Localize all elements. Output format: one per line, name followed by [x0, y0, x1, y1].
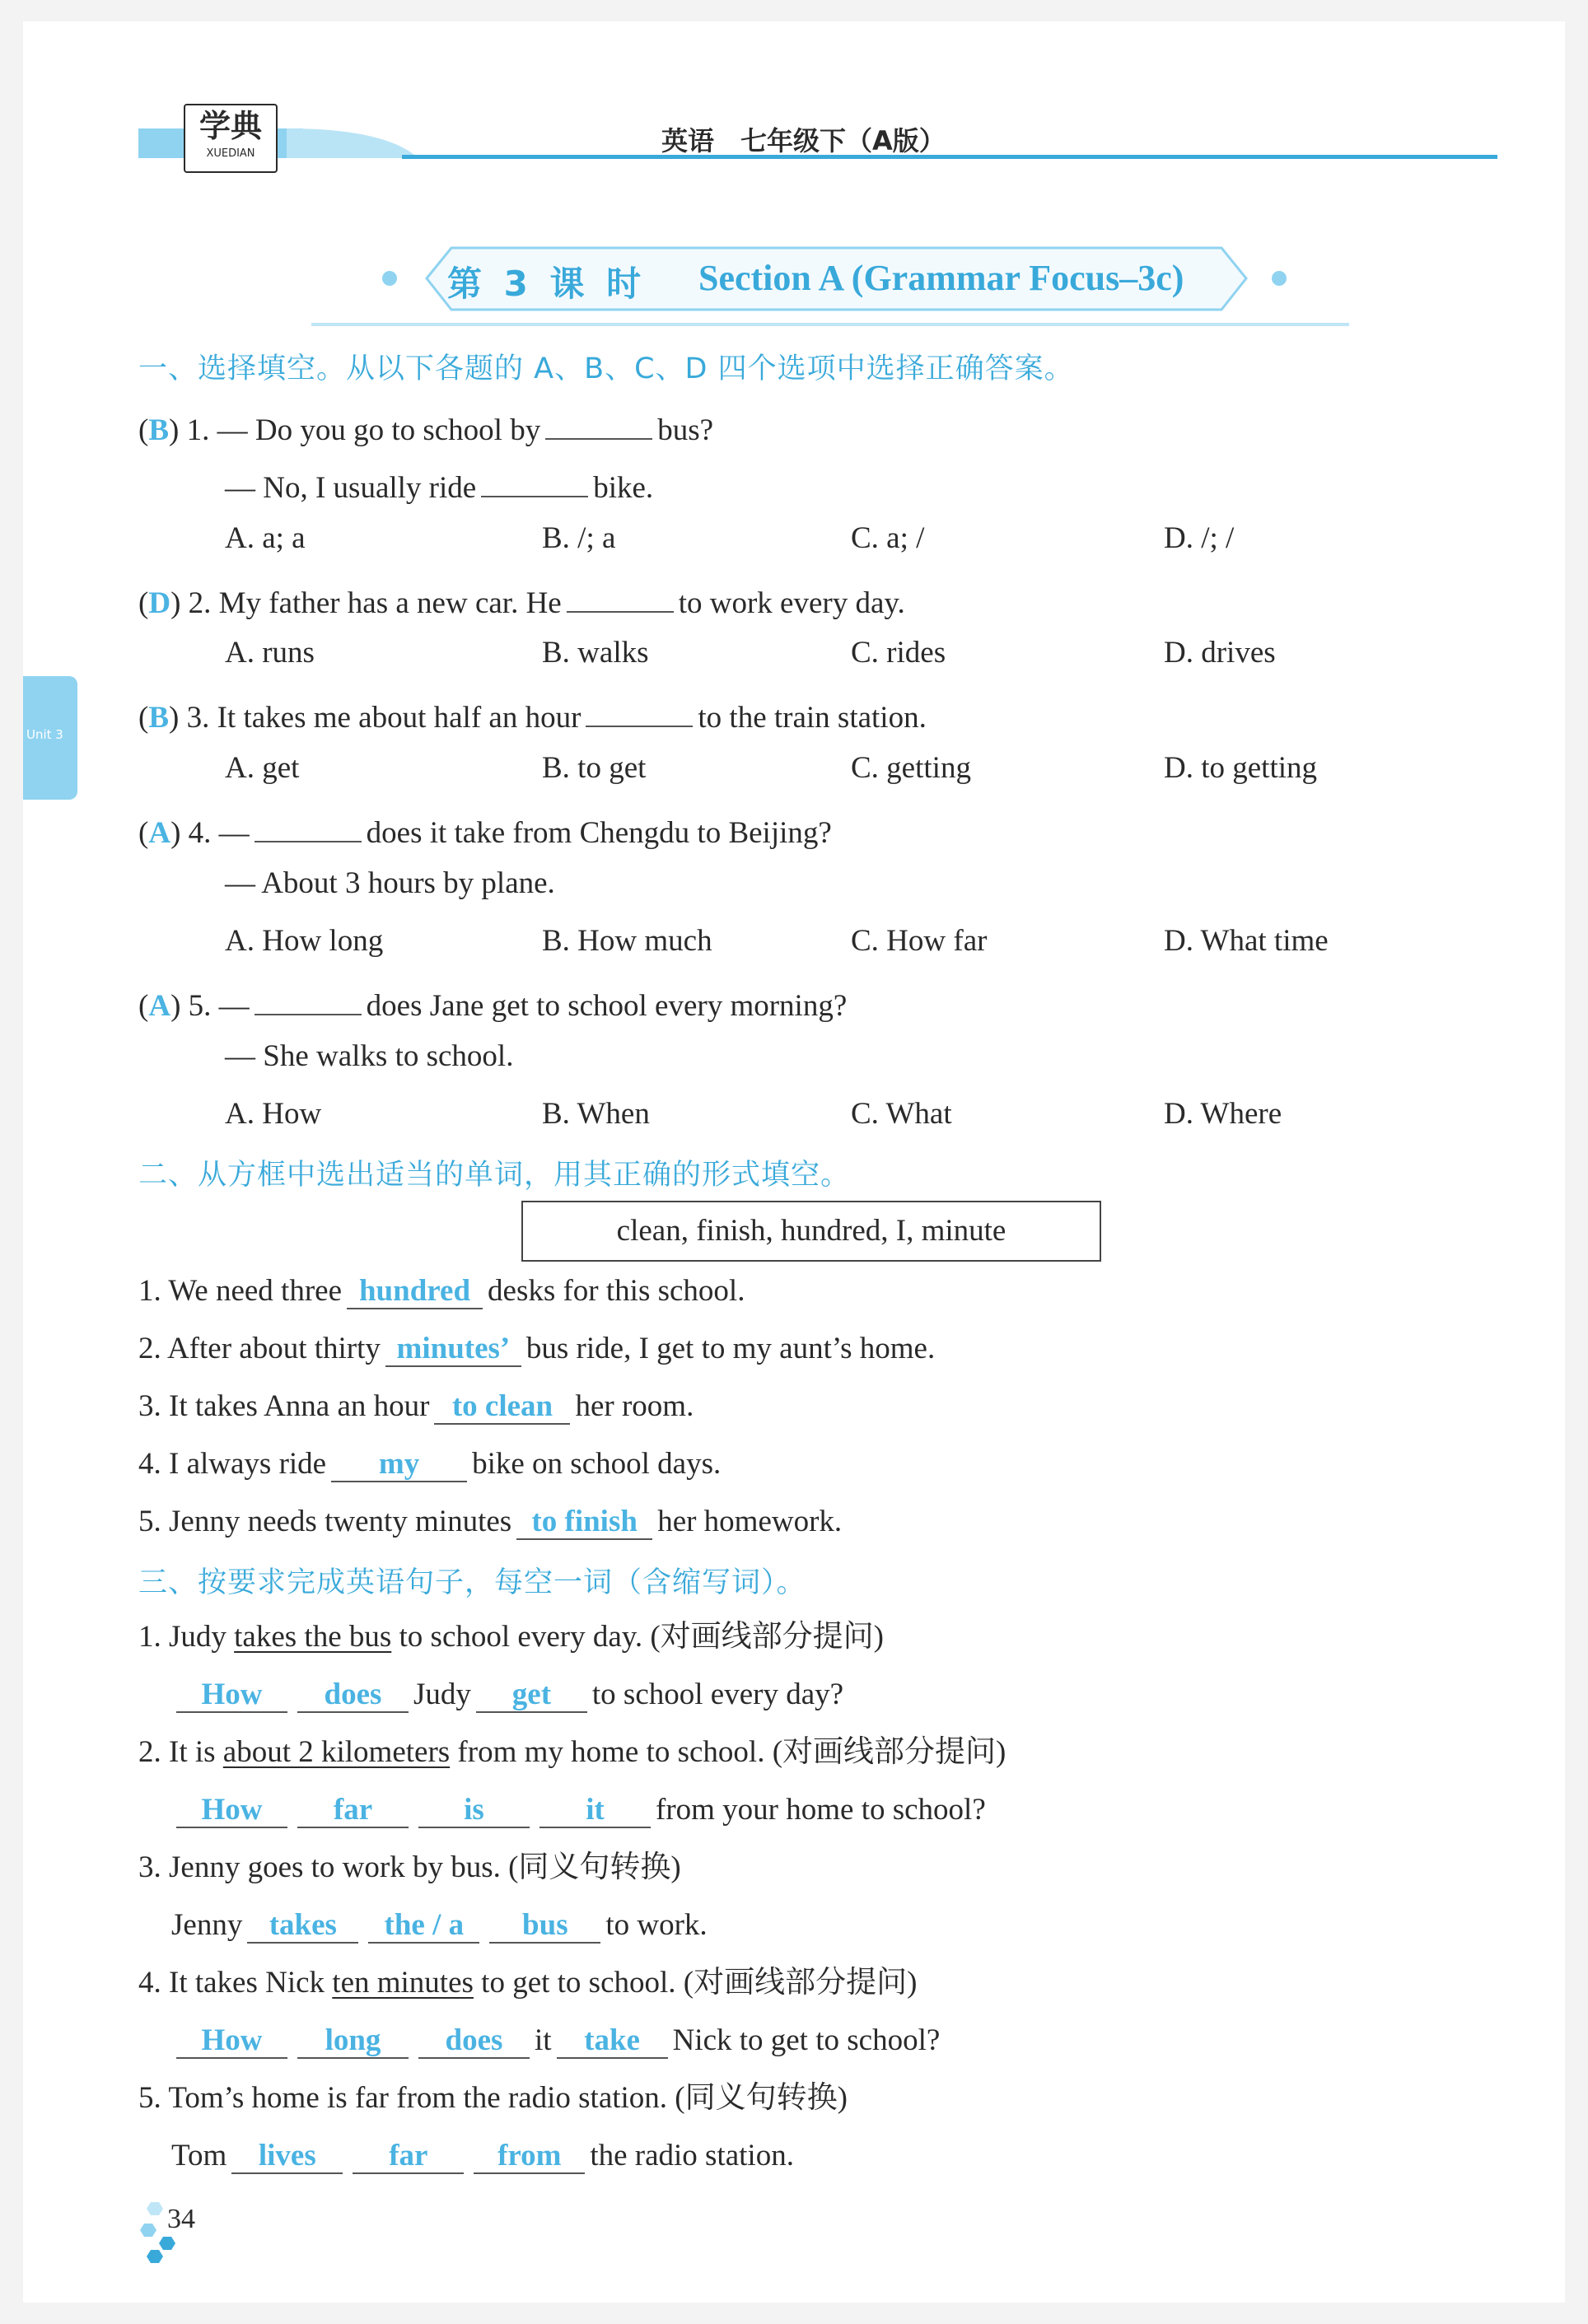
p3-q2-answer-2[interactable]: far	[297, 1794, 409, 1828]
q4-option-c: C. How far	[851, 924, 988, 958]
q1-reply-b: bike.	[593, 471, 654, 505]
q1-option-c: C. a; /	[851, 521, 925, 555]
q1-option-b: B. /; a	[542, 521, 616, 555]
q2-number: 2.	[188, 586, 212, 620]
p3-q2-end: from your home to school?	[656, 1793, 986, 1827]
p2-item-2-text-b: bus ride, I get to my aunt’s home.	[525, 1332, 936, 1365]
q1-blank2[interactable]	[481, 463, 588, 497]
p3-q4-prompt	[138, 1965, 917, 2001]
p3-q2-answer-3[interactable]: is	[418, 1794, 530, 1828]
p3-q1-answer-line	[171, 1677, 843, 1713]
q4-line1: (A) 4. — does it take from Chengdu to Beijing?	[138, 808, 832, 852]
p3-q2-text-a: 2. It is	[138, 1735, 223, 1769]
unit-side-label: Unit 3	[26, 727, 63, 742]
p2-item-3-text-a: 3. It takes Anna an hour	[138, 1389, 430, 1423]
q5-option-d: D. Where	[1164, 1097, 1282, 1131]
p3-q4-answer-1[interactable]: How	[176, 2024, 287, 2059]
p3-q4-underlined: ten minutes	[332, 1966, 474, 2000]
p3-q1-text-b: to school every day. (对画线部分提问)	[391, 1620, 884, 1654]
word-box-text: clean, finish, hundred, I, minute	[616, 1214, 1007, 1248]
p2-item-4-text-b: bike on school days.	[472, 1447, 722, 1481]
part1-heading: 一、选择填空。从以下各题的 A、B、C、D 四个选项中选择正确答案。	[138, 352, 1074, 385]
p2-item-1-text-a: 1. We need three	[138, 1274, 343, 1308]
p3-q2-text-b: from my home to school. (对画线部分提问)	[450, 1735, 1007, 1769]
logo-cn: 学典	[198, 107, 262, 144]
p2-item-4-answer[interactable]: my	[331, 1448, 467, 1482]
lesson-banner	[295, 227, 1366, 330]
p2-item-5	[138, 1504, 842, 1540]
q2-answer: D	[148, 586, 171, 620]
part2-heading: 二、从方框中选出适当的单词，用其正确的形式填空。	[138, 1159, 851, 1192]
p3-q3-answer-3[interactable]: bus	[489, 1909, 600, 1944]
p2-item-3	[138, 1388, 694, 1425]
word-box	[521, 1201, 1101, 1262]
q5-blank1[interactable]	[255, 981, 362, 1015]
p3-q5-answer-line	[171, 2138, 794, 2174]
unit-side-tab	[23, 676, 77, 800]
q1-blank1[interactable]	[545, 405, 652, 440]
p3-q1-mid: Judy	[413, 1678, 471, 1711]
p2-item-5-answer[interactable]: to finish	[516, 1505, 652, 1540]
q1-number: 1.	[186, 413, 210, 447]
p3-q4-answer-3[interactable]: does	[418, 2024, 530, 2059]
lesson-title: Section A (Grammar Focus–3c)	[698, 258, 1184, 298]
q4-text-b: does it take from Chengdu to Beijing?	[366, 816, 832, 850]
p2-item-2	[138, 1331, 935, 1367]
p3-q5-answer-3[interactable]: from	[474, 2140, 585, 2174]
q4-number: 4.	[188, 816, 212, 850]
part3-heading: 三、按要求完成英语句子，每空一词（含缩写词）。	[138, 1566, 806, 1599]
q1-text-a: — Do you go to school by	[217, 413, 541, 447]
q1-option-a: A. a; a	[225, 521, 306, 555]
p3-q2-answer-4[interactable]: it	[539, 1794, 651, 1828]
q2-option-c: C. rides	[851, 636, 946, 670]
p3-q2-answer-1[interactable]: How	[176, 1794, 287, 1828]
q5-number: 5.	[188, 989, 212, 1023]
p2-item-1	[138, 1273, 745, 1309]
p3-q1-answer-3[interactable]: get	[476, 1678, 587, 1713]
q1-line1: (B) 1. — Do you go to school by bus?	[138, 405, 713, 449]
logo-badge	[184, 104, 278, 173]
p3-q2-prompt	[138, 1734, 1006, 1771]
q1-option-d: D. /; /	[1164, 521, 1235, 555]
q1-reply-a: — No, I usually ride	[225, 471, 477, 505]
q5-answer: A	[148, 989, 171, 1023]
q3-text-a: It takes me about half an hour	[217, 701, 581, 735]
p3-q1-end: to school every day?	[591, 1678, 844, 1711]
q4-option-b: B. How much	[542, 924, 712, 958]
p2-item-2-text-a: 2. After about thirty	[138, 1332, 381, 1365]
p2-item-4-text-a: 4. I always ride	[138, 1447, 327, 1481]
q2-option-a: A. runs	[225, 636, 315, 670]
p3-q4-end: Nick to get to school?	[672, 2023, 941, 2057]
p3-q5-answer-2[interactable]: far	[353, 2140, 464, 2174]
p3-q1-underlined: takes the bus	[234, 1620, 392, 1654]
p3-q1-text-a: 1. Judy	[138, 1620, 235, 1654]
p3-q5-answer-1[interactable]: lives	[231, 2140, 343, 2174]
p2-item-1-answer[interactable]: hundred	[347, 1275, 483, 1309]
q4-option-d: D. What time	[1164, 924, 1329, 958]
q4-line2: — About 3 hours by plane.	[225, 866, 555, 900]
q4-answer: A	[148, 816, 171, 850]
p2-item-5-text-a: 5. Jenny needs twenty minutes	[138, 1505, 512, 1538]
q4-blank1[interactable]	[255, 808, 362, 842]
q1-line2	[225, 463, 653, 506]
p3-q5-start: Tom	[171, 2139, 227, 2172]
worksheet-page	[23, 21, 1565, 2303]
p2-item-3-answer[interactable]: to clean	[434, 1390, 570, 1425]
p3-q4-text-a: 4. It takes Nick	[138, 1966, 333, 2000]
p3-q3-answer-2[interactable]: the / a	[368, 1909, 479, 1944]
p2-item-3-text-b: her room.	[575, 1389, 694, 1423]
p2-item-2-answer[interactable]: minutes’	[385, 1332, 521, 1367]
p3-q3-end: to work.	[605, 1908, 708, 1942]
q3-answer: B	[148, 701, 170, 735]
q5-line1: (A) 5. — does Jane get to school every morning?	[138, 981, 847, 1024]
p3-q1-prompt	[138, 1619, 884, 1655]
p3-q3-answer-line	[171, 1907, 708, 1944]
q1-answer: B	[148, 413, 170, 447]
p2-item-4	[138, 1446, 721, 1482]
p3-q3-start: Jenny	[171, 1908, 243, 1942]
q2-option-b: B. walks	[542, 636, 649, 670]
page-number: 34	[167, 2204, 195, 2234]
q3-option-c: C. getting	[851, 751, 971, 785]
q5-option-b: B. When	[542, 1097, 650, 1131]
lesson-number: 第 3 课 时	[447, 264, 647, 304]
q2-text-b: to work every day.	[678, 586, 905, 620]
p2-item-5-text-b: her homework.	[657, 1505, 843, 1538]
q5-option-a: A. How	[225, 1097, 322, 1131]
p3-q3-prompt: 3. Jenny goes to work by bus. (同义句转换)	[138, 1850, 681, 1884]
p3-q4-answer-4[interactable]: take	[557, 2024, 668, 2059]
p3-q4-mid: it	[535, 2023, 552, 2057]
q2-blank1[interactable]	[567, 578, 674, 613]
q5-line2: — She walks to school.	[225, 1039, 514, 1073]
q3-blank1[interactable]	[586, 693, 693, 727]
p3-q1-answer-2[interactable]: does	[297, 1678, 409, 1713]
p3-q3-answer-1[interactable]: takes	[247, 1909, 358, 1944]
q3-option-d: D. to getting	[1164, 751, 1318, 785]
book-title: 英语 七年级下（A版）	[661, 125, 946, 156]
p3-q4-answer-line	[171, 2023, 940, 2059]
q4-dash: —	[218, 816, 250, 850]
q3-option-b: B. to get	[542, 751, 647, 785]
q3-line1: (B) 3. It takes me about half an hour to the train station.	[138, 693, 927, 736]
p3-q1-answer-1[interactable]: How	[176, 1678, 287, 1713]
p3-q2-underlined: about 2 kilometers	[222, 1735, 451, 1769]
p2-item-1-text-b: desks for this school.	[488, 1274, 745, 1308]
p3-q4-answer-2[interactable]: long	[297, 2024, 409, 2059]
q2-text-a: My father has a new car. He	[218, 586, 562, 620]
q5-text-b: does Jane get to school every morning?	[366, 989, 848, 1023]
p3-q5-end: the radio station.	[590, 2139, 794, 2172]
p3-q2-answer-line	[171, 1792, 986, 1828]
p3-q4-text-b: to get to school. (对画线部分提问)	[473, 1966, 918, 2000]
q4-option-a: A. How long	[225, 924, 384, 958]
p3-q5-prompt: 5. Tom’s home is far from the radio station. (同义句转换)	[138, 2081, 848, 2115]
q3-number: 3.	[186, 701, 210, 735]
q2-option-d: D. drives	[1164, 636, 1276, 670]
q3-text-b: to the train station.	[698, 701, 927, 735]
q5-dash: —	[218, 989, 250, 1023]
logo-en: XUEDIAN	[206, 147, 255, 160]
q5-option-c: C. What	[851, 1097, 952, 1131]
q3-option-a: A. get	[225, 751, 300, 785]
q1-text-b: bus?	[657, 413, 714, 447]
q2-line1: (D) 2. My father has a new car. He to work every day.	[138, 578, 905, 622]
